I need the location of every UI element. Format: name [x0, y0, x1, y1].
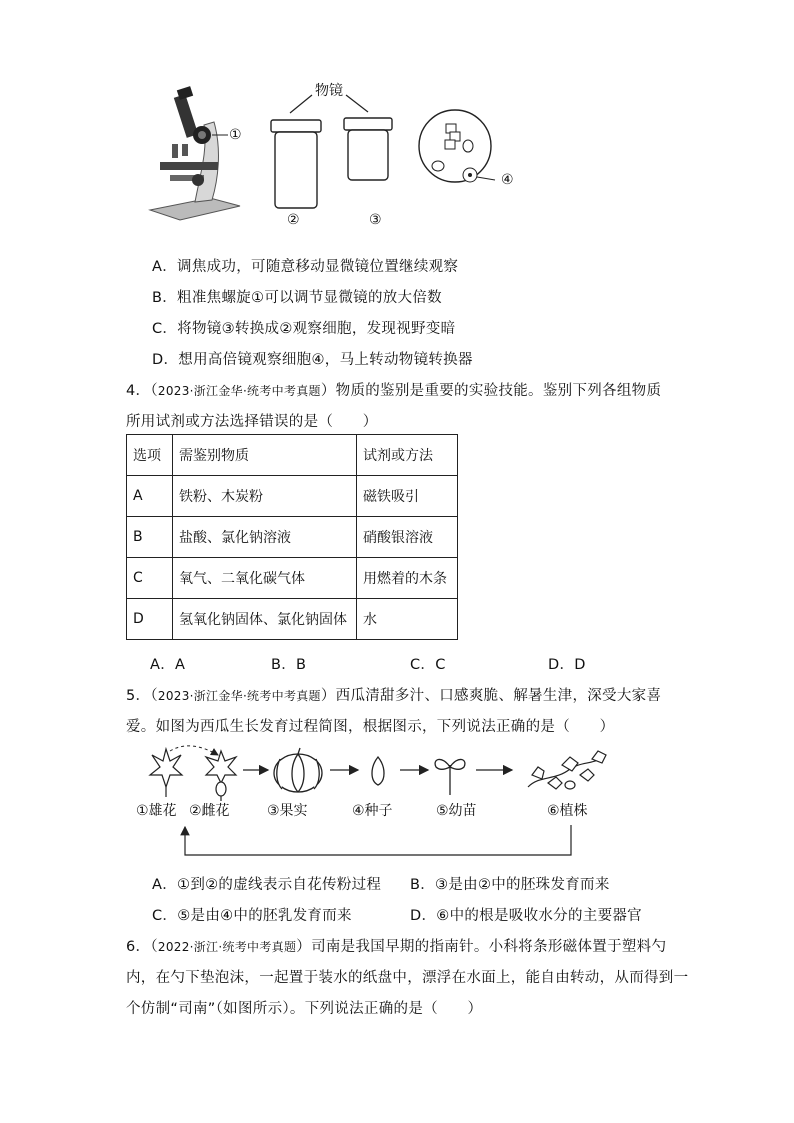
objective-long-icon: [271, 95, 321, 208]
male-flower-icon: [150, 749, 182, 797]
seedling-icon: [435, 759, 465, 795]
objective-label: 物镜: [315, 83, 343, 99]
q4-stem-line2: 所用试剂或方法选择错误的是（ ）: [126, 414, 378, 430]
marker-3: ③: [369, 212, 382, 228]
fruit-icon: [274, 748, 322, 792]
q6-stem-line2: 内，在勺下垫泡沫，一起置于装水的纸盘中，漂浮在水面上，能自由转动，从而得到一: [126, 970, 689, 986]
table-cell: 氧气、二氧化碳气体: [173, 558, 357, 599]
table-cell: B: [127, 517, 173, 558]
table-cell: 氢氧化钠固体、氯化钠固体: [173, 599, 357, 640]
q3-option-b: B．粗准焦螺旋①可以调节显微镜的放大倍数: [152, 290, 442, 306]
figure-label-male-flower: ①雄花: [136, 803, 177, 819]
return-arrow: [185, 825, 571, 855]
q6-stem-line1: 6．（2022·浙江·统考中考真题）司南是我国早期的指南针。小科将条形磁体置于塑料勺: [126, 939, 667, 955]
q4-option-b: B．B: [271, 657, 307, 673]
q5-option-b: B．③是由②中的胚珠发育而来: [410, 877, 610, 893]
table-cell: A: [127, 476, 173, 517]
q5-option-c: C．⑤是由④中的胚乳发育而来: [152, 908, 352, 924]
microscope-icon: [150, 86, 240, 220]
figure-label-fruit: ③果实: [267, 803, 308, 819]
table-row: [127, 517, 458, 558]
q5-stem-line1: 5．（2023·浙江金华·统考中考真题）西瓜清甜多汁、口感爽脆、解暑生津，深受大家喜: [126, 688, 662, 704]
table-cell: 水: [357, 599, 458, 640]
table-cell: 盐酸、氯化钠溶液: [173, 517, 357, 558]
table-header-row: [127, 435, 458, 476]
table-row: [127, 476, 458, 517]
figure-label-plant: ⑥植株: [547, 803, 588, 819]
marker-2: ②: [287, 212, 300, 228]
q3-option-c: C．将物镜③转换成②观察细胞，发现视野变暗: [152, 321, 456, 337]
q4-option-d: D．D: [548, 657, 586, 673]
q6-stem-line3: 个仿制“司南”（如图所示）。下列说法正确的是（ ）: [126, 1001, 483, 1017]
q4-source: 2023·浙江金华·统考中考真题: [157, 384, 321, 398]
q3-option-a: A．调焦成功，可随意移动显微镜位置继续观察: [152, 259, 459, 275]
q4-table: [126, 434, 458, 640]
table-row: [127, 558, 458, 599]
table-cell: 硝酸银溶液: [357, 517, 458, 558]
objective-short-icon: [344, 95, 392, 180]
q6-source: 2022·浙江·统考中考真题: [157, 940, 297, 954]
marker-4: ④: [501, 172, 514, 188]
q5-option-a: A．①到②的虚线表示自花传粉过程: [152, 877, 382, 893]
table-cell: C: [127, 558, 173, 599]
q5-option-d: D．⑥中的根是吸收水分的主要器官: [410, 908, 642, 924]
table-cell: 铁粉、木炭粉: [173, 476, 357, 517]
female-flower-icon: [206, 751, 236, 801]
seed-icon: [372, 757, 384, 785]
header-cell: 需鉴别物质: [173, 435, 357, 476]
header-cell: 选项: [127, 435, 173, 476]
figure-label-female-flower: ②雌花: [189, 803, 230, 819]
q4-option-c: C．C: [410, 657, 446, 673]
table-cell: 磁铁吸引: [357, 476, 458, 517]
table-cell: D: [127, 599, 173, 640]
microscope-figure: [140, 80, 530, 230]
view-field-icon: [419, 110, 495, 182]
q4-stem-line1: 4．（2023·浙江金华·统考中考真题）物质的鉴别是重要的实验技能。鉴别下列各组物质: [126, 383, 662, 399]
marker-1: ①: [229, 127, 242, 143]
q4-option-a: A．A: [150, 657, 186, 673]
pollination-arrow: [170, 746, 218, 755]
header-cell: 试剂或方法: [357, 435, 458, 476]
figure-label-seed: ④种子: [352, 803, 393, 819]
q5-source: 2023·浙江金华·统考中考真题: [157, 689, 321, 703]
figure-label-seedling: ⑤幼苗: [436, 803, 477, 819]
table-cell: 用燃着的木条: [357, 558, 458, 599]
q3-option-d: D．想用高倍镜观察细胞④，马上转动物镜转换器: [152, 352, 473, 368]
table-row: [127, 599, 458, 640]
q5-stem-line2: 爱。如图为西瓜生长发育过程简图，根据图示，下列说法正确的是（ ）: [126, 719, 615, 735]
plant-icon: [528, 751, 606, 789]
